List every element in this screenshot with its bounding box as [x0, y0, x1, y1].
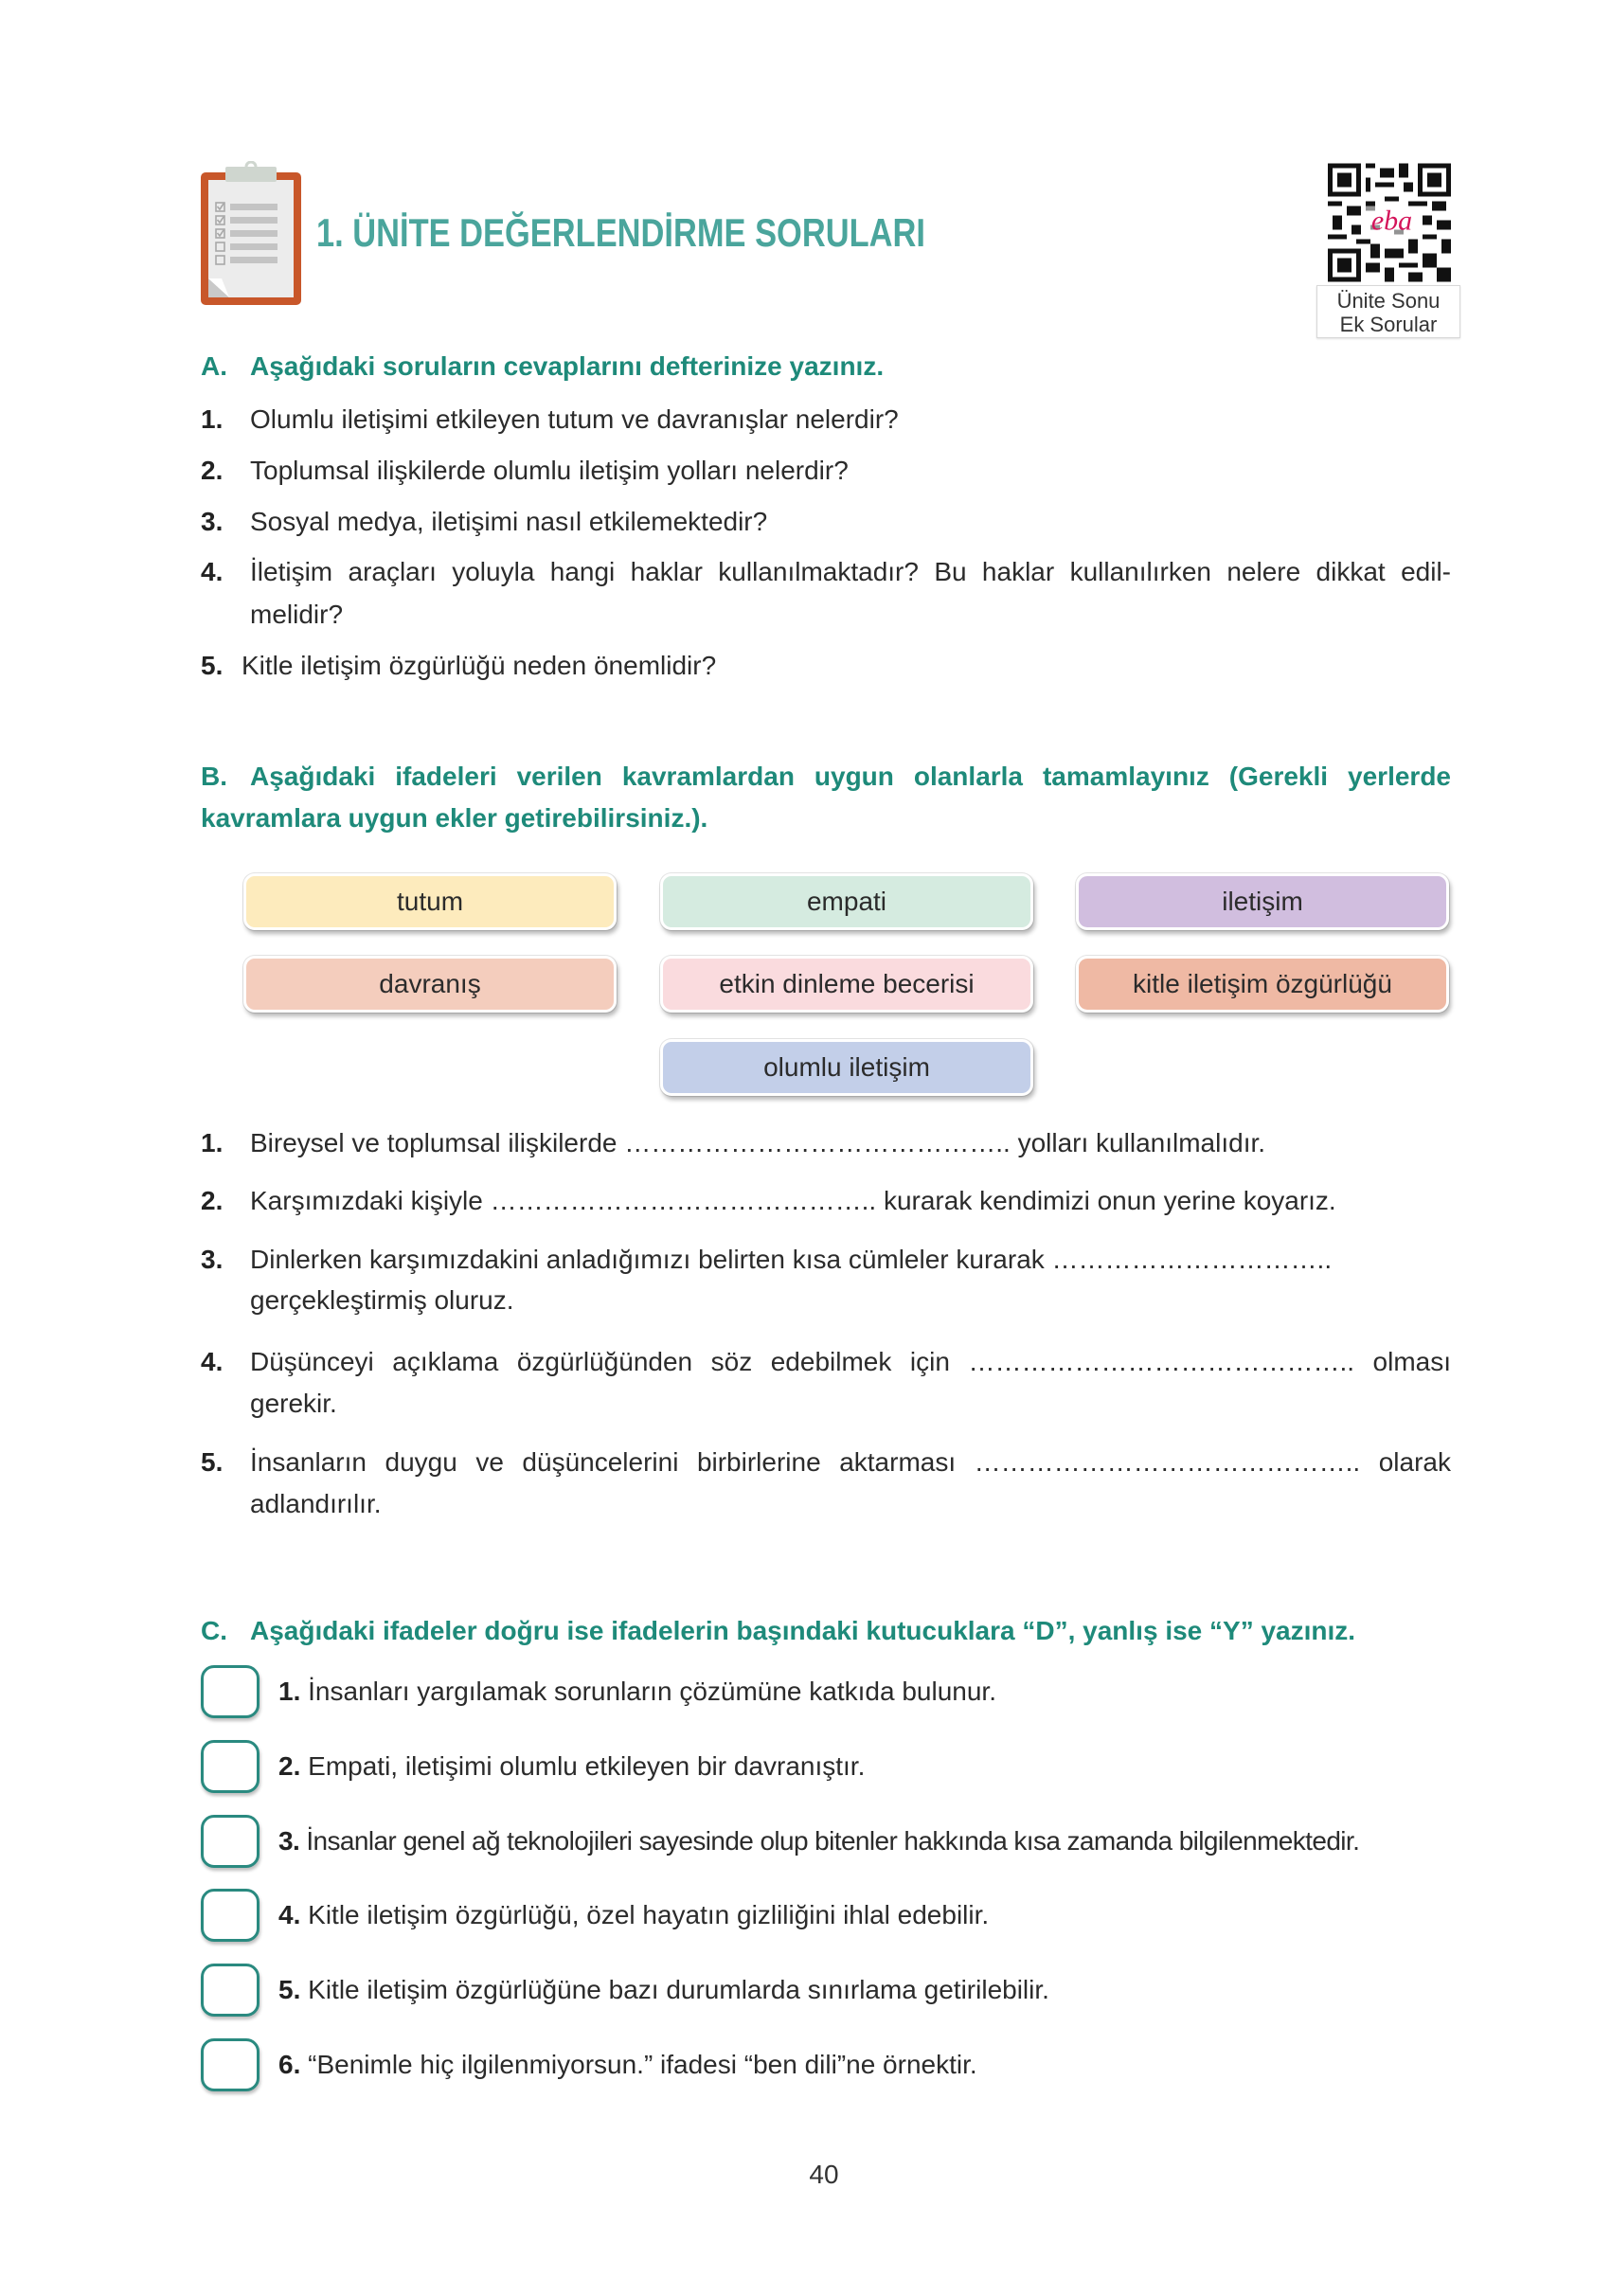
- answer-checkbox[interactable]: [201, 2038, 260, 2091]
- statement-number: 5.: [278, 1975, 301, 2004]
- concept-label: empati: [806, 887, 887, 916]
- true-false-item: [201, 1738, 1460, 1795]
- section-c-letter: C.: [201, 1616, 227, 1645]
- item-text: Kitle iletişim özgürlüğü neden önemlidir?: [242, 651, 717, 680]
- statement-text: Empati, iletişimi olumlu etkileyen bir davranıştır.: [300, 1751, 866, 1781]
- item-number: 4.: [201, 1347, 224, 1376]
- true-false-item: [201, 1962, 1460, 2018]
- fill-blank-item: [201, 1341, 1451, 1383]
- concept-label: tutum: [396, 887, 464, 916]
- list-item: [201, 450, 1451, 492]
- fill-blank-item-continuation: [201, 1483, 1451, 1525]
- answer-checkbox[interactable]: [201, 1815, 260, 1868]
- item-text: Toplumsal ilişkilerde olumlu iletişim yolları nelerdir?: [250, 456, 849, 485]
- statement-text: Kitle iletişim özgürlüğüne bazı durumlarda sınırlama getirilebilir.: [300, 1975, 1049, 2004]
- section-a-heading: [201, 346, 1451, 387]
- item-number: 4.: [201, 557, 224, 586]
- statement: [278, 1751, 865, 1782]
- item-number-spacer: [201, 1280, 250, 1321]
- qr-code-icon[interactable]: [1328, 163, 1451, 282]
- item-number: 5.: [201, 1447, 224, 1477]
- item-number: 2.: [201, 1186, 224, 1215]
- eba-logo: eba: [1370, 205, 1413, 237]
- statement-number: 4.: [278, 1900, 301, 1929]
- item-text: Olumlu iletişimi etkileyen tutum ve davranışlar nelerdir?: [250, 404, 899, 434]
- item-text: gerekir.: [250, 1389, 337, 1418]
- answer-checkbox[interactable]: [201, 1964, 260, 2017]
- section-c-heading: [201, 1610, 1451, 1652]
- item-text: İnsanların duygu ve düşüncelerini birbirlerine aktarması …………………………………….. olarak: [250, 1447, 1451, 1477]
- item-text: Karşımızdaki kişiyle …………………………………….. kurarak kendimizi onun yerine koyarız.: [250, 1186, 1336, 1215]
- section-c-heading-text: Aşağıdaki ifadeler doğru ise ifadelerin başındaki kutucuklara “D”, yanlış ise “Y” yazınız.: [250, 1616, 1356, 1645]
- statement-text: Kitle iletişim özgürlüğü, özel hayatın gizliliğini ihlal edebilir.: [300, 1900, 990, 1929]
- true-false-item: [201, 1663, 1460, 1720]
- statement-text: İnsanlar genel ağ teknolojileri sayesinde olup bitenler hakkında kısa zamanda bilgilenmektedir.: [299, 1826, 1360, 1856]
- item-text: adlandırılır.: [250, 1489, 382, 1518]
- answer-checkbox[interactable]: [201, 1665, 260, 1718]
- item-number: 1.: [201, 404, 224, 434]
- list-item: [201, 501, 1451, 543]
- concept-pill-davranis: [243, 956, 617, 1013]
- statement-number: 1.: [278, 1677, 301, 1706]
- statement: [278, 1975, 1049, 2005]
- statement: [278, 1677, 996, 1707]
- concept-label: etkin dinleme becerisi: [719, 969, 975, 998]
- section-b-heading-cont: [201, 798, 1451, 839]
- statement: [278, 1826, 1359, 1857]
- answer-checkbox[interactable]: [201, 1740, 260, 1793]
- item-number: 3.: [201, 1245, 224, 1274]
- list-item: [201, 645, 1451, 687]
- item-text: İletişim araçları yoluyla hangi haklar kullanılmaktadır? Bu haklar kullanılırken nelere dikkat edil-: [250, 557, 1451, 586]
- item-number: 3.: [201, 507, 224, 536]
- item-text: gerçekleştirmiş oluruz.: [250, 1285, 514, 1315]
- true-false-item: [201, 1887, 1460, 1944]
- answer-checkbox[interactable]: [201, 1889, 260, 1942]
- concept-pill-iletisim: [1076, 873, 1449, 930]
- statement: [278, 1900, 989, 1930]
- qr-label-line1: Ünite Sonu: [1336, 289, 1441, 313]
- fill-blank-item: [201, 1180, 1451, 1222]
- fill-blank-item-continuation: [201, 1280, 1451, 1321]
- item-number: 2.: [201, 456, 224, 485]
- statement-number: 3.: [278, 1826, 300, 1856]
- statement-number: 6.: [278, 2050, 301, 2079]
- item-text: Sosyal medya, iletişimi nasıl etkilemektedir?: [250, 507, 768, 536]
- item-text: Bireysel ve toplumsal ilişkilerde …………………………………….. yolları kullanılmalıdır.: [250, 1128, 1266, 1157]
- item-number: 1.: [201, 1128, 224, 1157]
- item-text: Dinlerken karşımızdakini anladığımızı belirten kısa cümleler kurarak …………………………..: [250, 1245, 1333, 1274]
- fill-blank-item: [201, 1442, 1451, 1483]
- qr-label-line2: Ek Sorular: [1339, 313, 1438, 336]
- statement: [278, 2050, 977, 2080]
- section-b-heading-line1: Aşağıdaki ifadeleri verilen kavramlardan uygun olanlarla tamamlayınız (Gerekli yerlerde: [250, 762, 1451, 791]
- fill-blank-item-continuation: [201, 1383, 1451, 1425]
- concept-pill-kitle-iletisim-ozgurlugu: [1076, 956, 1449, 1013]
- item-text: melidir?: [250, 600, 344, 629]
- true-false-item: [201, 2036, 1460, 2093]
- concept-pill-tutum: [243, 873, 617, 930]
- item-number-spacer: [201, 594, 250, 636]
- statement-text: İnsanları yargılamak sorunların çözümüne katkıda bulunur.: [300, 1677, 996, 1706]
- item-text: Düşünceyi açıklama özgürlüğünden söz edebilmek için …………………………………….. olması: [250, 1347, 1451, 1376]
- statement-text: “Benimle hiç ilgilenmiyorsun.” ifadesi “ben dili”ne örnektir.: [300, 2050, 977, 2079]
- qr-label: [1316, 285, 1460, 338]
- concept-label: kitle iletişim özgürlüğü: [1133, 969, 1392, 998]
- concept-label: olumlu iletişim: [763, 1052, 930, 1082]
- fill-blank-item: [201, 1239, 1451, 1281]
- item-number-spacer: [201, 1383, 250, 1425]
- list-item-continuation: [201, 594, 1451, 636]
- statement-number: 2.: [278, 1751, 301, 1781]
- fill-blank-item: [201, 1122, 1451, 1164]
- concept-label: davranış: [379, 969, 481, 998]
- concept-pill-olumlu-iletisim: [660, 1039, 1033, 1096]
- item-number-spacer: [201, 1483, 250, 1525]
- page-number: 40: [809, 2160, 839, 2189]
- section-b-heading: [201, 756, 1451, 798]
- concept-pill-etkin-dinleme: [660, 956, 1033, 1013]
- page-title: 1. ÜNİTE DEĞERLENDİRME SORULARI: [316, 210, 925, 255]
- concept-label: iletişim: [1222, 887, 1303, 916]
- section-a-letter: A.: [201, 351, 227, 381]
- concept-pill-empati: [660, 873, 1033, 930]
- item-number: 5.: [201, 651, 224, 680]
- section-b-heading-line2: kavramlara uygun ekler getirebilirsiniz.).: [201, 803, 708, 833]
- true-false-item: [201, 1813, 1460, 1870]
- clipboard-checklist-icon: [201, 161, 301, 305]
- section-a-heading-text: Aşağıdaki soruların cevaplarını defterinize yazınız.: [250, 351, 885, 381]
- section-b-letter: B.: [201, 762, 227, 791]
- list-item: [201, 399, 1451, 440]
- list-item: [201, 551, 1451, 593]
